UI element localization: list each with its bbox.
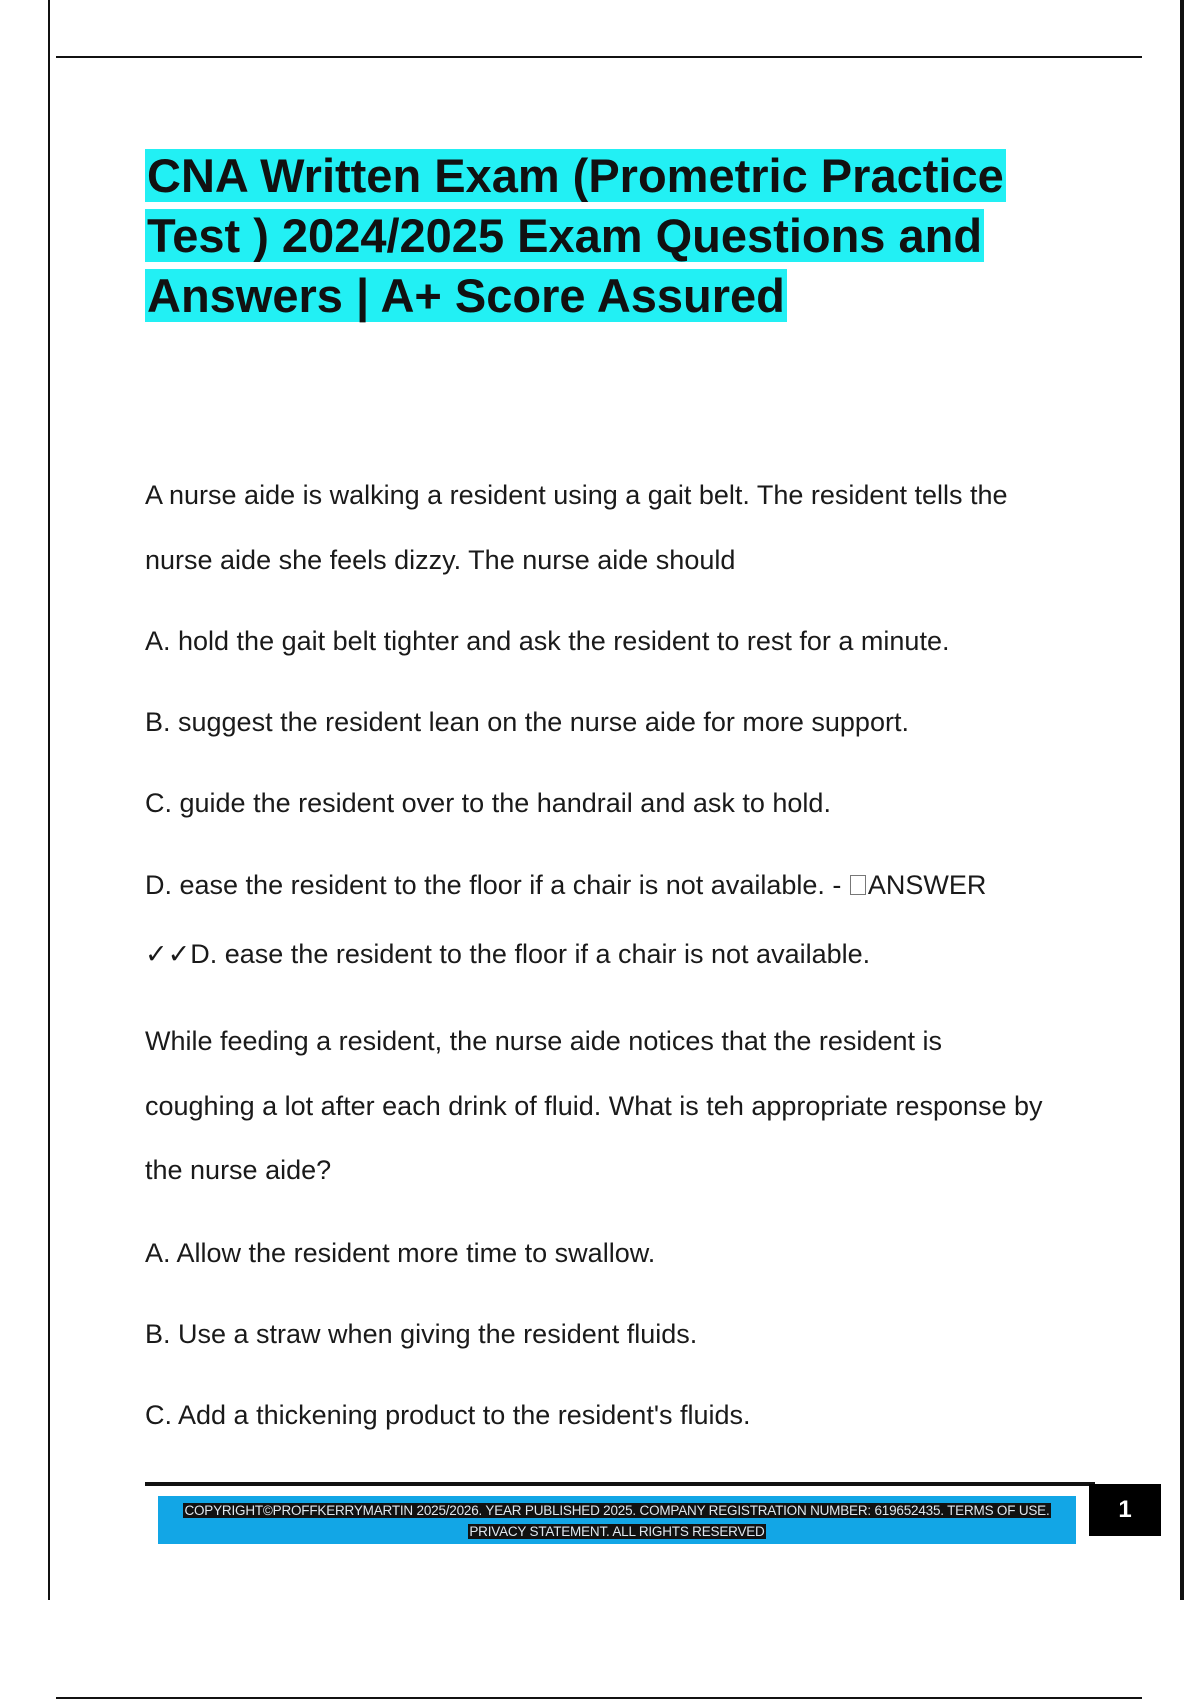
footer-line-1: COPYRIGHT©PROFFKERRYMARTIN 2025/2026. YEAR PUBLISHED 2025. COMPANY REGISTRATION NUMBER: 619652435. TERMS OF USE.: [184, 1503, 1050, 1518]
header-rule: [56, 56, 1142, 58]
q2-stem-line-1: While feeding a resident, the nurse aide notices that the resident is: [145, 1026, 942, 1056]
q1-answer: ✓✓D. ease the resident to the floor if a chair is not available.: [145, 939, 871, 969]
next-page-rule: [56, 1697, 1142, 1699]
q1-stem-line-2: nurse aide she feels dizzy. The nurse aide should: [145, 545, 736, 575]
q2-option-b: B. Use a straw when giving the resident fluids.: [145, 1319, 698, 1349]
q1-option-d: D. ease the resident to the floor if a chair is not available. -: [145, 870, 849, 900]
q2-stem-line-3: the nurse aide?: [145, 1155, 332, 1185]
q1-stem-line-1: A nurse aide is walking a resident using a gait belt. The resident tells the: [145, 480, 1008, 510]
answer-label: ANSWER: [867, 870, 987, 900]
q1-option-d-line: [145, 868, 986, 902]
q1-option-b: B. suggest the resident lean on the nurse aide for more support.: [145, 707, 909, 737]
q2-stem-line-2: coughing a lot after each drink of fluid. What is teh appropriate response by: [145, 1091, 1043, 1121]
title-line-2: Test ) 2024/2025 Exam Questions and: [147, 209, 983, 262]
title-line-1: CNA Written Exam (Prometric Practice: [147, 149, 1004, 202]
title-line-3: Answers | A+ Score Assured: [147, 269, 785, 322]
missing-glyph-box-icon: [850, 875, 866, 895]
footer-copyright: [158, 1500, 1076, 1542]
q2-option-a: A. Allow the resident more time to swallow.: [145, 1238, 656, 1268]
q1-option-c: C. guide the resident over to the handrail and ask to hold.: [145, 788, 831, 818]
q2-option-c: C. Add a thickening product to the resident's fluids.: [145, 1400, 751, 1430]
page-border-left: [48, 0, 50, 1600]
footer-line-2: PRIVACY STATEMENT. ALL RIGHTS RESERVED: [469, 1524, 765, 1539]
footer-rule: [145, 1482, 1095, 1486]
q1-option-a: A. hold the gait belt tighter and ask the resident to rest for a minute.: [145, 626, 950, 656]
page-number: 1: [1089, 1484, 1161, 1536]
page-border-right: [1180, 0, 1184, 1600]
document-title: [145, 146, 1045, 326]
